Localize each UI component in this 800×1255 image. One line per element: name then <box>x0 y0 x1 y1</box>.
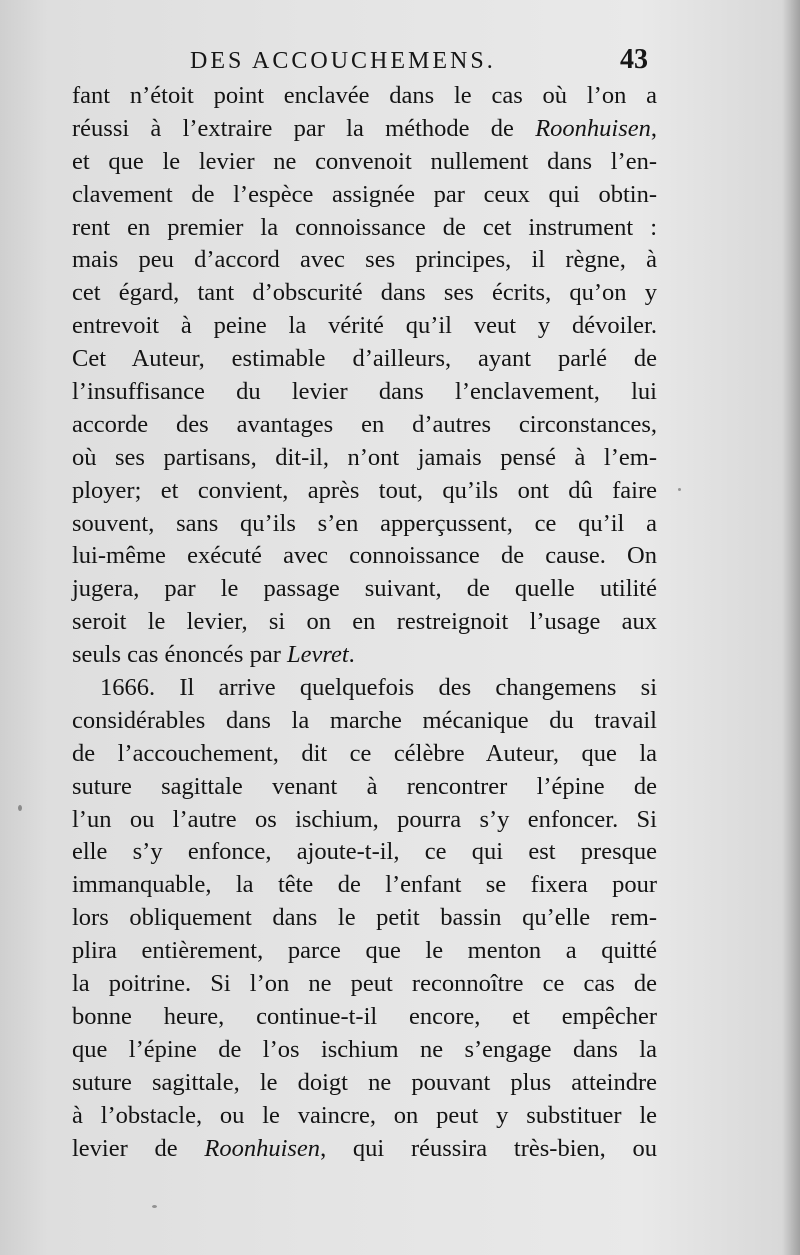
text-segment: 1666. Il arrive quelquefois des changemens si <box>100 674 657 702</box>
text-segment: clavement de l’espèce assignée par ceux qui obtin- <box>72 180 657 208</box>
italic-name: Roonhuisen <box>535 114 651 142</box>
text-line <box>72 804 657 837</box>
text-segment: accorde des avantages en d’autres circonstances, <box>72 410 657 438</box>
print-speck <box>18 805 22 811</box>
text-line <box>72 902 657 935</box>
text-line <box>72 705 657 738</box>
page-number: 43 <box>620 44 648 75</box>
text-segment: suture sagittale venant à rencontrer l’épine de <box>72 772 657 800</box>
text-segment: elle s’y enfonce, ajoute-t-il, ce qui est presque <box>72 838 657 866</box>
text-segment: réussi à l’extraire par la méthode de <box>72 114 536 142</box>
text-segment: lui-même exécuté avec connoissance de cause. On <box>72 542 657 570</box>
italic-name: Roonhuisen <box>204 1134 321 1162</box>
text-line <box>72 869 657 902</box>
text-segment: cet égard, tant d’obscurité dans ses écrits, qu’on y <box>72 279 657 307</box>
text-segment: fant n’étoit point enclavée dans le cas où l’on a <box>72 82 657 109</box>
text-segment: l’un ou l’autre os ischium, pourra s’y enfoncer. Si <box>72 805 657 833</box>
running-title: DES ACCOUCHEMENS. <box>190 48 496 74</box>
text-segment: , qui réussira très-bien, ou <box>320 1134 657 1162</box>
page-header <box>190 40 650 80</box>
print-speck <box>152 1205 157 1208</box>
text-line <box>72 1001 657 1034</box>
text-segment: bonne heure, continue-t-il encore, et empêcher <box>72 1002 657 1030</box>
text-segment: rent en premier la connoissance de cet instrument : <box>72 213 657 241</box>
text-segment: seroit le levier, si on en restreignoit l’usage aux <box>72 608 657 636</box>
text-line <box>72 409 657 442</box>
text-line <box>72 672 657 705</box>
text-segment: , <box>650 114 657 142</box>
text-segment: suture sagittale, le doigt ne pouvant plus atteindre <box>72 1068 657 1096</box>
text-line <box>72 277 657 310</box>
text-line <box>72 244 657 277</box>
text-segment: plira entièrement, parce que le menton a quitté <box>72 937 657 965</box>
italic-name: Levret <box>286 641 349 669</box>
text-segment: à l’obstacle, ou le vaincre, on peut y substituer le <box>72 1101 657 1129</box>
print-speck <box>678 488 681 491</box>
body-text <box>72 80 657 1165</box>
text-line <box>72 540 657 573</box>
text-line <box>72 212 657 245</box>
text-segment: considérables dans la marche mécanique du travail <box>72 706 657 734</box>
text-line <box>72 836 657 869</box>
text-line <box>72 738 657 771</box>
text-segment: immanquable, la tête de l’enfant se fixera pour <box>72 871 657 899</box>
text-segment: entrevoit à peine la vérité qu’il veut y dévoiler. <box>72 312 657 340</box>
text-segment: souvent, sans qu’ils s’en apperçussent, ce qu’il a <box>72 509 657 537</box>
text-segment: la poitrine. Si l’on ne peut reconnoître ce cas de <box>72 970 657 998</box>
text-line <box>72 935 657 968</box>
text-line <box>72 1133 657 1166</box>
text-segment: mais peu d’accord avec ses principes, il règne, à <box>72 246 657 274</box>
text-line <box>72 442 657 475</box>
text-segment: que l’épine de l’os ischium ne s’engage dans la <box>72 1035 657 1063</box>
text-line <box>72 508 657 541</box>
text-segment: et que le levier ne convenoit nullement dans l’en- <box>72 147 657 175</box>
text-line <box>72 475 657 508</box>
text-line <box>72 1100 657 1133</box>
text-segment: l’insuffisance du levier dans l’enclavement, lui <box>72 378 657 406</box>
text-segment: jugera, par le passage suivant, de quelle utilité <box>72 575 657 603</box>
text-line <box>72 606 657 639</box>
text-segment: où ses partisans, dit-il, n’ont jamais pensé à l’em- <box>72 443 657 471</box>
text-line <box>72 179 657 212</box>
text-line <box>72 343 657 376</box>
text-line <box>72 771 657 804</box>
text-line <box>72 1034 657 1067</box>
text-segment: Cet Auteur, estimable d’ailleurs, ayant parlé de <box>72 345 657 373</box>
text-line <box>72 1067 657 1100</box>
text-segment: de l’accouchement, dit ce célèbre Auteur, que la <box>72 739 657 767</box>
text-line <box>72 146 657 179</box>
text-line <box>72 376 657 409</box>
text-segment: ployer; et convient, après tout, qu’ils ont dû faire <box>72 476 657 504</box>
text-line <box>72 80 657 113</box>
text-line <box>72 968 657 1001</box>
text-line <box>72 639 657 672</box>
text-segment: levier de <box>72 1134 205 1162</box>
text-line <box>72 573 657 606</box>
text-line <box>72 113 657 146</box>
text-segment: seuls cas énoncés par <box>72 641 287 669</box>
text-segment: . <box>348 641 355 669</box>
text-segment: lors obliquement dans le petit bassin qu’elle rem- <box>72 904 657 932</box>
text-line <box>72 310 657 343</box>
